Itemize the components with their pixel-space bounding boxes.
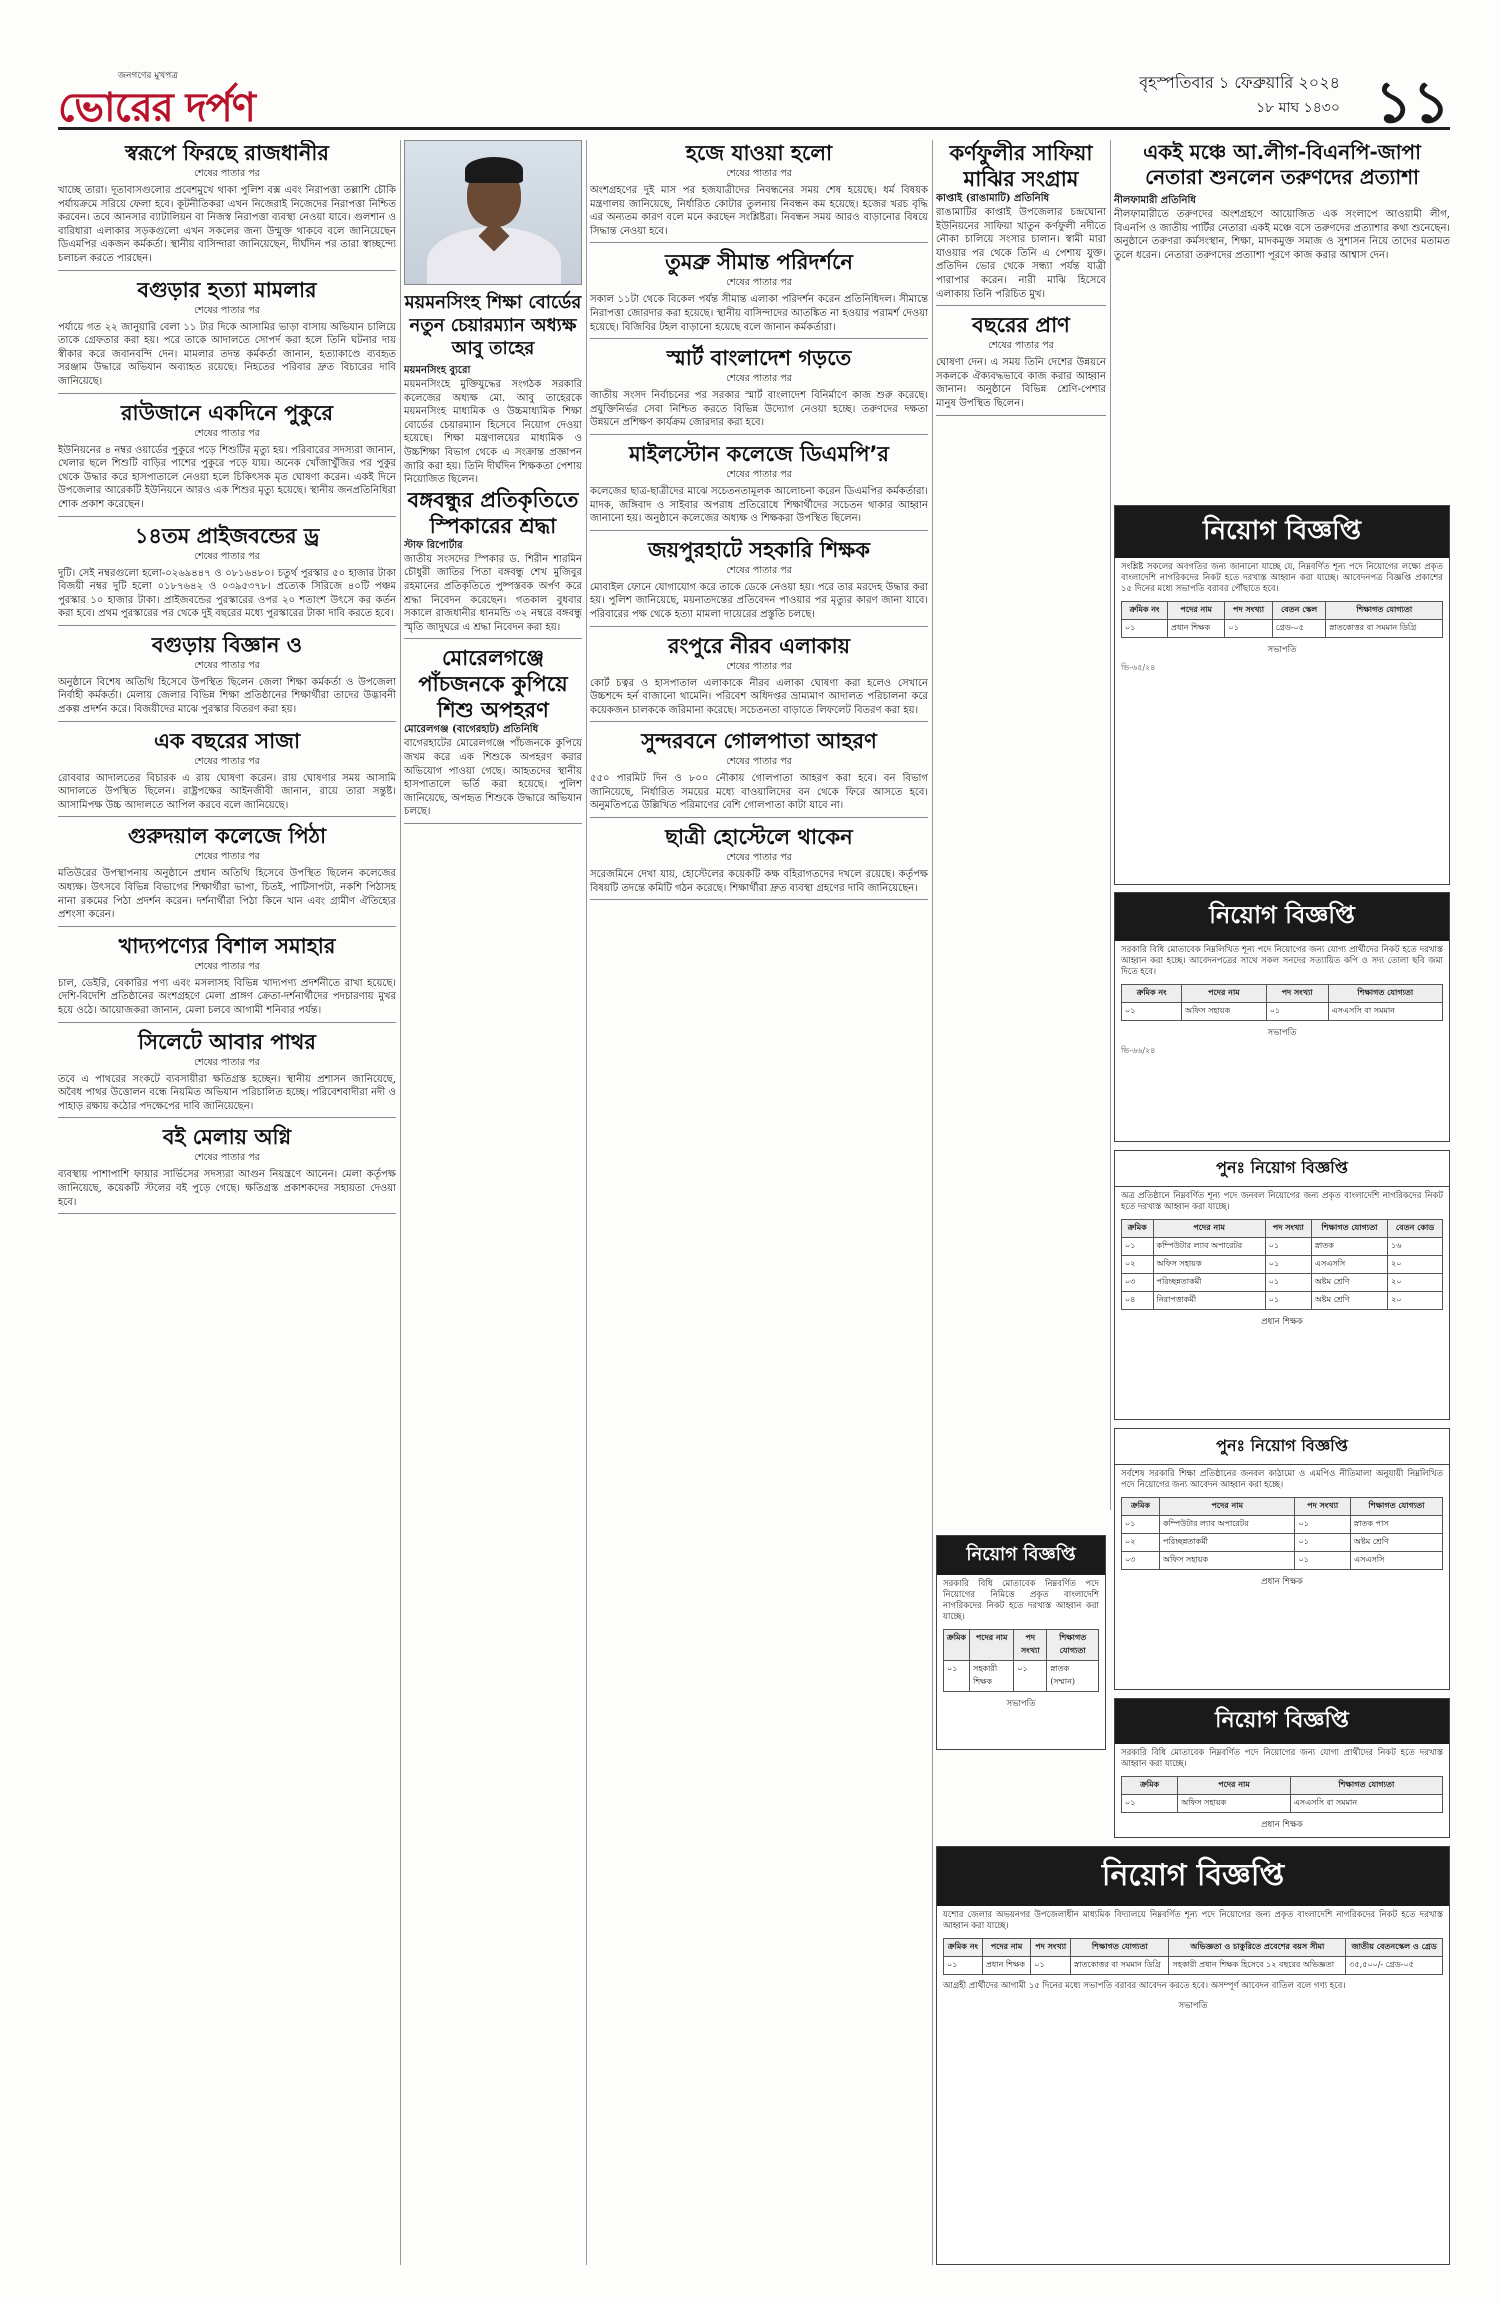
job-ad-1: [1114, 505, 1450, 885]
job-ad-7: [936, 1846, 1450, 2265]
story-body: খাচ্ছে তারা। দূতাবাসগুলোর প্রবেশমুখে থাকা পুলিশ বক্স এবং নিরাপত্তা তল্লাশি চৌকি পর্যায়ক্রমে সরিয়ে ফেলা হবে। কূটনীতিকরা এখন নিজেরাই নিজেদের নিরাপত্তা নিশ্চিত করবেন। তবে আনসার ব্যাটালিয়ন বা নিজস্ব নিরাপত্তা ব্যবস্থা নেওয়া যাবে। গুলশান ও বারিধারা এলাকার সড়কগুলো এখন সকলের জন্য উন্মুক্ত থাকবে বলে জানিয়েছেন ডিএমপির একজন কর্মকর্তা। স্থানীয় বাসিন্দারা জানিয়েছেন, দীর্ঘদিন পর তারা স্বাচ্ছন্দ্যে চলাচল করতে পারছেন।: [58, 185, 396, 264]
story-divider: [58, 393, 396, 394]
ad-body-text: সরকারি বিধি মোতাবেক নিম্নলিখিত শূন্য পদে নিয়োগের জন্য যোগ্য প্রার্থীদের নিকট হতে দরখাস্ত আহ্বান করা হচ্ছে। আবেদনপত্রের সাথে সকল সনদের সত্যায়িত কপি ও সদ্য তোলা ছবি জমা দিতে হবে।: [1121, 945, 1443, 977]
story-headline: রাউজানে একদিনে পুকুরে: [120, 400, 334, 425]
ad-table-row: [1122, 1003, 1443, 1021]
ad-table-heading: পদ সংখ্যা: [1014, 1630, 1047, 1661]
ad-table-cell: এসএসসি: [1351, 1552, 1443, 1570]
news-story: [590, 441, 928, 531]
ad-table-cell: অফিস সহায়ক: [1178, 1795, 1290, 1813]
article-headline: ময়মনসিংহ শিক্ষা বোর্ডের নতুন চেয়ারম্যান অধ্যক্ষ আবু তাহের: [404, 292, 582, 359]
column-5-lead: [1114, 140, 1450, 500]
logo-wordmark: ভোরের দর্পণ: [58, 85, 255, 131]
ad-table-cell: স্নাতক পাস: [1351, 1516, 1443, 1534]
ad-table-row: [944, 1957, 1443, 1975]
story-body: মতিউরের উপস্থাপনায় অনুষ্ঠানে প্রধান অতিথি হিসেবে উপস্থিত ছিলেন কলেজের অধ্যক্ষ। উৎসবে বিভিন্ন বিভাগের শিক্ষার্থীরা ভাপা, চিতই, পাটিসাপটা, নকশি পিঠাসহ নানা রকমের পিঠা প্রদর্শন করেন। দর্শনার্থীরা পিঠা কিনে খান এবং গ্রামীণ ঐতিহ্যের প্রশংসা করেন।: [58, 868, 396, 921]
news-story: [58, 400, 396, 517]
story-divider: [590, 817, 928, 818]
ad-table-header: [944, 1630, 1099, 1661]
ad-table-cell: ০১: [1122, 1795, 1178, 1813]
ad-table-heading: ক্রমিক: [1122, 1498, 1160, 1516]
story-divider: [404, 823, 582, 824]
ad-table-heading: শিক্ষাগত যোগ্যতা: [1071, 1939, 1169, 1957]
news-story: [58, 933, 396, 1023]
ad-table: [1121, 1497, 1443, 1570]
ad-table-heading: পদ সংখ্যা: [1266, 985, 1328, 1003]
ad-table: [1121, 1776, 1443, 1813]
continued-label: শেষের পাতার পর: [726, 468, 792, 480]
ad-table-heading: পদের নাম: [982, 1939, 1030, 1957]
news-story: [58, 823, 396, 926]
story-body: জাতীয় সংসদ নির্বাচনের পর সরকার স্মার্ট বাংলাদেশ বিনির্মাণে কাজ শুরু করেছে। প্রযুক্তিনির্ভর সেবা নিশ্চিত করতে বিভিন্ন উদ্যোগ নেওয়া হচ্ছে। তরুণদের দক্ষতা উন্নয়নে প্রশিক্ষণ কার্যক্রম জোরদার করা হবে।: [590, 390, 928, 429]
story-body: জাতীয় সংসদের স্পিকার ড. শিরীন শারমিন চৌধুরী জাতির পিতা বঙ্গবন্ধু শেখ মুজিবুর রহমানের প্রতিকৃতিতে পুষ্পস্তবক অর্পণ করে শ্রদ্ধা নিবেদন করেছেন। গতকাল বুধবার সকালে রাজধানীর ধানমন্ডি ৩২ নম্বরে বঙ্গবন্ধু স্মৃতি জাদুঘরে এ শ্রদ্ধা নিবেদন করা হয়।: [404, 553, 582, 633]
ad-table-cell: প্রধান শিক্ষক: [982, 1957, 1030, 1975]
continued-label: শেষের পাতার পর: [194, 755, 260, 767]
ad-body-text: সংশ্লিষ্ট সকলের অবগতির জন্য জানানো যাচ্ছে যে, নিম্নবর্ণিত শূন্য পদে নিয়োগের লক্ষ্যে প্রকৃত বাংলাদেশি নাগরিকদের নিকট হতে দরখাস্ত আহ্বান করা যাচ্ছে। আবেদনপত্র বিজ্ঞপ্তি প্রকাশের ১৫ দিনের মধ্যে সভাপতি বরাবর পৌঁছাতে হবে।: [1121, 562, 1443, 594]
story-divider: [58, 1213, 396, 1214]
continued-label: শেষের পাতার পর: [194, 168, 260, 179]
ad-table-cell: ০১: [1265, 1274, 1311, 1292]
continued-label: শেষের পাতার পর: [194, 659, 260, 671]
column-4: [936, 140, 1106, 1510]
ad-title: নিয়োগ বিজ্ঞপ্তি: [937, 1847, 1449, 1906]
article-byline: ময়মনসিংহ ব্যুরো: [404, 365, 471, 376]
ad-table-row: [1122, 1274, 1443, 1292]
story-divider: [590, 434, 928, 435]
masthead: [58, 62, 1450, 136]
story-body: কলেজের ছাত্র-ছাত্রীদের মাঝে সচেতনতামূলক আলোচনা করেন ডিএমপির কর্মকর্তারা। মাদক, জঙ্গিবাদ ও সাইবার অপরাধ প্রতিরোধে শিক্ষার্থীদের সচেতন থাকার আহ্বান জানানো হয়। অনুষ্ঠানে কলেজের অধ্যক্ষ ও শিক্ষকরা উপস্থিত ছিলেন।: [590, 485, 928, 525]
news-story: [58, 1124, 396, 1214]
news-story: [590, 633, 928, 723]
continued-label: শেষের পাতার পর: [726, 564, 792, 576]
news-story: [58, 523, 396, 626]
continued-label: শেষের পাতার পর: [194, 960, 260, 972]
continued-label: শেষের পাতার পর: [726, 373, 792, 385]
ad-table-heading: ক্রমিক নং: [1122, 985, 1182, 1003]
ad-table-cell: ০১: [1265, 1292, 1311, 1310]
story-divider: [590, 721, 928, 722]
story-body: রাঙামাটির কাপ্তাই উপজেলার চন্দ্রঘোনা ইউনিয়নের সাফিয়া খাতুন কর্ণফুলী নদীতে নৌকা চালিয়ে সংসার চালান। স্বামী মারা যাওয়ার পর থেকে তিনি এ পেশায় যুক্ত। প্রতিদিন ভোর থেকে সন্ধ্যা পর্যন্ত যাত্রী পারাপার করেন। নারী মাঝি হিসেবে এলাকায় তিনি পরিচিত মুখ।: [936, 207, 1106, 300]
ad-table-row: [1122, 1795, 1443, 1813]
story-headline: বঙ্গবন্ধুর প্রতিকৃতিতে স্পিকারের শ্রদ্ধা: [407, 487, 579, 538]
column-rule: [932, 140, 933, 2265]
news-story: [936, 312, 1106, 415]
ad-body-text: সরকারি বিধি মোতাবেক নিম্নবর্ণিত পদে নিয়োগের জন্য যোগ্য প্রার্থীদের নিকট হতে দরখাস্ত আহ্বান করা যাচ্ছে।: [1121, 1748, 1443, 1769]
story-divider: [590, 530, 928, 531]
story-divider: [404, 638, 582, 639]
ad-table-heading: পদ সংখ্যা: [1295, 1498, 1351, 1516]
ad-table-heading: শিক্ষাগত যোগ্যতা: [1311, 1220, 1387, 1238]
ad-signatory: সভাপতি: [1178, 2001, 1208, 2011]
ad-table-heading: ক্রমিক নং: [1122, 602, 1168, 620]
story-body: মোবাইল ফোনে যোগাযোগ করে তাকে ডেকে নেওয়া হয়। পরে তার মরদেহ উদ্ধার করা হয়। পুলিশ জানিয়েছে, ময়নাতদন্তের প্রতিবেদন পাওয়ার পর মৃত্যুর কারণ জানা যাবে। পরিবারের পক্ষ থেকে হত্যা মামলা দায়েরের প্রস্তুতি চলছে।: [590, 581, 928, 620]
ad-table-heading: অভিজ্ঞতা ও চাকুরিতে প্রবেশের বয়স সীমা: [1169, 1939, 1346, 1957]
news-story: [404, 487, 582, 640]
ad-table-header: [944, 1939, 1443, 1957]
ad-table-cell: ০১: [1014, 1661, 1047, 1692]
story-byline: কাপ্তাই (রাঙামাটি) প্রতিনিধি: [936, 193, 1050, 204]
story-headline: বগুড়ার হত্যা মামলার: [137, 277, 317, 302]
ad-table-heading: শিক্ষাগত যোগ্যতা: [1290, 1777, 1442, 1795]
ad-table-heading: শিক্ষাগত যোগ্যতা: [1328, 985, 1442, 1003]
job-ad-5: [936, 1535, 1106, 1750]
news-story: [58, 632, 396, 722]
ad-table-heading: বেতন স্কেল: [1272, 602, 1326, 620]
story-divider: [58, 625, 396, 626]
news-story: [590, 345, 928, 435]
ad-table: [1121, 984, 1443, 1021]
ad-table-cell: ০১: [1266, 1003, 1328, 1021]
ad-table-cell: ০১: [944, 1957, 983, 1975]
ad-table-cell: ০২: [1122, 1534, 1160, 1552]
ad-signatory: প্রধান শিক্ষক: [1261, 1577, 1303, 1587]
column-rule: [1110, 140, 1111, 1510]
ad-body-text: সর্বশেষ সরকারি শিক্ষা প্রতিষ্ঠানের জনবল কাঠামো ও এমপিও নীতিমালা অনুযায়ী নিম্নলিখিত পদে নিয়োগের জন্য আবেদন আহ্বান করা হচ্ছে।: [1121, 1469, 1443, 1490]
ad-table-cell: অষ্টম শ্রেণি: [1311, 1274, 1387, 1292]
story-body: চাল, ডেইরি, বেকারির পণ্য এবং মসলাসহ বিভিন্ন খাদ্যপণ্য প্রদর্শনীতে রাখা হয়েছে। দেশি-বিদেশি প্রতিষ্ঠানের অংশগ্রহণে মেলা প্রাঙ্গণ ক্রেতা-দর্শনার্থীদের পদচারণায় মুখর হয়ে ওঠে। আয়োজকরা জানান, মেলা চলবে আগামী শনিবার পর্যন্ত।: [58, 977, 396, 1016]
job-ad-4: [1114, 1428, 1450, 1690]
story-headline: মাইলস্টোন কলেজে ডিএমপি’র: [629, 441, 889, 466]
ad-table-cell: ০১: [1031, 1957, 1071, 1975]
ad-table-cell: গ্রেড-০৫: [1272, 620, 1326, 638]
ad-table-cell: ০১: [1122, 1003, 1182, 1021]
ad-table-cell: ০১: [1122, 1516, 1160, 1534]
story-headline: হজে যাওয়া হলো: [685, 141, 833, 165]
ad-table-heading: পদ সংখ্যা: [1265, 1220, 1311, 1238]
ad-table-header: [1122, 985, 1443, 1003]
ad-table-heading: শিক্ষাগত যোগ্যতা: [1351, 1498, 1443, 1516]
news-story: [58, 277, 396, 394]
ad-table-header: [1122, 1498, 1443, 1516]
continued-label: শেষের পাতার পর: [726, 852, 792, 864]
news-story: [58, 140, 396, 271]
ad-table-cell: ০৩: [1122, 1274, 1154, 1292]
story-body: ঘোষণা দেন। এ সময় তিনি দেশের উন্নয়নে সকলকে ঐক্যবদ্ধভাবে কাজ করার আহ্বান জানান। অনুষ্ঠানে বিভিন্ন শ্রেণি-পেশার মানুষ উপস্থিত ছিলেন।: [936, 357, 1106, 409]
story-divider: [590, 899, 928, 900]
lead-body: নীলফামারীতে তরুণদের অংশগ্রহণে আয়োজিত এক সংলাপে আওয়ামী লীগ, বিএনপি ও জাতীয় পার্টির নেতারা একই মঞ্চে বসে তরুণদের প্রত্যাশার কথা শুনেছেন। অনুষ্ঠানে তরুণরা কর্মসংস্থান, শিক্ষা, মাদকমুক্ত সমাজ ও সুশাসন নিয়ে তাদের মতামত তুলে ধরেন। নেতারা তরুণদের প্রত্যাশা পূরণে কাজ করার আশ্বাস দেন।: [1114, 209, 1450, 261]
story-body: রোববার আদালতের বিচারক এ রায় ঘোষণা করেন। রায় ঘোষণার সময় আসামি আদালতে উপস্থিত ছিলেন। রাষ্ট্রপক্ষের আইনজীবী জানান, রায়ে তারা সন্তুষ্ট। আসামিপক্ষ উচ্চ আদালতে আপিল করবে বলে জানিয়েছে।: [58, 772, 396, 811]
ad-body-text: যশোর জেলার অভয়নগর উপজেলাধীন মাধ্যমিক বিদ্যালয়ে নিম্নবর্ণিত শূন্য পদে নিয়োগের জন্য প্রকৃত বাংলাদেশি নাগরিকদের নিকট হতে দরখাস্ত আহ্বান করা যাচ্ছে।: [943, 1910, 1443, 1931]
story-headline: বছরের প্রাণ: [972, 313, 1070, 338]
ad-table-cell: স্নাতক (সম্মান): [1047, 1661, 1099, 1692]
ad-table-cell: ২০: [1388, 1292, 1443, 1310]
ad-signatory: সভাপতি: [1267, 645, 1297, 655]
ad-table-heading: জাতীয় বেতনস্কেল ও গ্রেড: [1346, 1939, 1443, 1957]
newspaper-logo: [58, 68, 318, 131]
continued-label: শেষের পাতার পর: [194, 851, 260, 863]
ad-title: নিয়োগ বিজ্ঞপ্তি: [937, 1536, 1105, 1575]
ad-table-heading: পদ সংখ্যা: [1031, 1939, 1071, 1957]
lead-headline: একই মঞ্চে আ.লীগ-বিএনপি-জাপা নেতারা শুনলেন তরুণদের প্রত্যাশা: [1143, 140, 1421, 189]
story-body: বাগেরহাটের মোরেলগঞ্জে পাঁচজনকে কুপিয়ে জখম করে এক শিশুকে অপহরণ করার অভিযোগ পাওয়া গেছে। আহতদের স্থানীয় হাসপাতালে ভর্তি করা হয়েছে। পুলিশ জানিয়েছে, অপহৃত শিশুকে উদ্ধারে অভিযান চলছে।: [404, 738, 582, 818]
ad-table-cell: ০১: [944, 1661, 970, 1692]
ad-table-cell: অফিস সহায়ক: [1160, 1552, 1295, 1570]
news-story: [590, 824, 928, 900]
ad-table-row: [944, 1661, 1099, 1692]
ad-footer-text: আগ্রহী প্রার্থীদের আগামী ১৫ দিনের মধ্যে সভাপতি বরাবর আবেদন করতে হবে। অসম্পূর্ণ আবেদন বাতিল বলে গণ্য হবে।: [943, 1981, 1346, 1991]
story-headline: ছাত্রী হোস্টেলে থাকেন: [665, 825, 853, 850]
story-divider: [58, 1117, 396, 1118]
ad-table-cell: ০১: [1295, 1534, 1351, 1552]
date-gregorian: বৃহস্পতিবার ১ ফেব্রুয়ারি ২০২৪: [1139, 73, 1340, 92]
ad-table-cell: সহকারী প্রধান শিক্ষক হিসেবে ১২ বছরের অভিজ্ঞতা: [1169, 1957, 1346, 1975]
job-ad-2: [1114, 892, 1450, 1142]
story-divider: [590, 338, 928, 339]
ad-table-cell: ০১: [1265, 1256, 1311, 1274]
news-story: [58, 1029, 396, 1119]
story-divider: [590, 242, 928, 243]
ad-title: পুনঃ নিয়োগ বিজ্ঞপ্তি: [1115, 1151, 1449, 1187]
ad-signatory: সভাপতি: [1267, 1028, 1297, 1038]
continued-label: শেষের পাতার পর: [726, 277, 792, 289]
story-divider: [58, 926, 396, 927]
ad-table-heading: ক্রমিক: [944, 1630, 970, 1661]
ad-table-cell: ০১: [1122, 620, 1168, 638]
ad-table-cell: নিরাপত্তাকর্মী: [1153, 1292, 1265, 1310]
ad-table-cell: সহকারী শিক্ষক: [970, 1661, 1014, 1692]
ad-table-cell: অফিস সহায়ক: [1153, 1256, 1265, 1274]
story-byline: স্টাফ রিপোর্টার: [404, 539, 463, 551]
story-body: দুটি। সেই নম্বরগুলো হলো-০২৬৯৪৪৭ ও ০৮১৬৪৮০। চতুর্থ পুরস্কার ৫০ হাজার টাকা বিজয়ী নম্বর দুটি হলো ০১৮৭৬৪২ ও ০৩৯৫৩৭৮। প্রত্যেক সিরিজে ৪০টি পঞ্চম পুরস্কার ১০ হাজার টাকা। প্রাইজবন্ডের পুরস্কারের ওপর ২০ শতাংশ উৎসে কর কর্তন করা হবে। প্রথম পুরস্কারের পর থেকে দুই বছরের মধ্যে পুরস্কারের টাকা দাবি করতে হবে।: [58, 567, 396, 620]
ad-table-cell: স্নাতক: [1311, 1238, 1387, 1256]
ad-table-heading: পদের নাম: [1182, 985, 1267, 1003]
ad-reference: ভি-৬৫/২৪: [1121, 663, 1156, 672]
column-rule: [586, 140, 587, 2265]
story-divider: [58, 816, 396, 817]
continued-label: শেষের পাতার পর: [726, 756, 792, 768]
ad-table-cell: ০১: [1295, 1552, 1351, 1570]
story-body: পর্যায়ে গত ২২ জানুয়ারি বেলা ১১ টার দিকে আসামির ভাড়া বাসায় অভিযান চালিয়ে তাকে গ্রেফতার করা হয়। পরে তাকে আদালতে সোপর্দ করা হলে তিনি ঘটনার দায় স্বীকার করে জবানবন্দি দেন। মামলার তদন্ত কর্মকর্তা জানান, হত্যাকাণ্ডে ব্যবহৃত সরঞ্জাম উদ্ধারে অভিযান অব্যাহত রয়েছে। নিহতের পরিবার দ্রুত বিচারের দাবি জানিয়েছে।: [58, 321, 396, 387]
ad-table-header: [1122, 1777, 1443, 1795]
logo-tagline: জনগণের মুখপত্র: [118, 71, 178, 81]
ad-table-cell: ০২: [1122, 1256, 1154, 1274]
ad-table-cell: কম্পিউটার ল্যাব অপারেটর: [1153, 1238, 1265, 1256]
ad-signatory: প্রধান শিক্ষক: [1261, 1317, 1303, 1327]
news-story: [58, 728, 396, 818]
ad-table: [1121, 601, 1443, 638]
job-ad-6: [1114, 1698, 1450, 1838]
continued-label: শেষের পাতার পর: [726, 168, 792, 179]
story-headline: খাদ্যপণ্যের বিশাল সমাহার: [118, 933, 336, 958]
continued-label: শেষের পাতার পর: [194, 1056, 260, 1068]
story-headline: কর্ণফুলীর সাফিয়া মাঝির সংগ্রাম: [949, 141, 1093, 191]
story-body: অংশগ্রহণের দুই মাস পর হজযাত্রীদের নিবন্ধনের সময় শেষ হয়েছে। ধর্ম বিষয়ক মন্ত্রণালয় জানিয়েছে, নির্ধারিত কোটার তুলনায় নিবন্ধন কম হয়েছে। হজের খরচ বৃদ্ধি এর অন্যতম কারণ বলে মনে করছেন সংশ্লিষ্টরা। নিবন্ধন সময় আরও বাড়ানোর বিষয়ে সিদ্ধান্ত নেওয়া হবে।: [590, 185, 928, 237]
story-divider: [58, 516, 396, 517]
ad-table-row: [1122, 1256, 1443, 1274]
ad-table-heading: ক্রমিক: [1122, 1777, 1178, 1795]
story-divider: [936, 305, 1106, 306]
ad-table-cell: এসএসসি বা সমমান: [1290, 1795, 1442, 1813]
story-headline: ১৪তম প্রাইজবন্ডের ড্র: [134, 523, 320, 548]
page-number: ১১: [1374, 68, 1450, 136]
ad-table-heading: শিক্ষাগত যোগ্যতা: [1326, 602, 1443, 620]
ad-table-heading: শিক্ষাগত যোগ্যতা: [1047, 1630, 1099, 1661]
portrait-photo: [404, 140, 582, 285]
ad-title: নিয়োগ বিজ্ঞপ্তি: [1115, 893, 1449, 941]
story-body: সকাল ১১টা থেকে বিকেল পর্যন্ত সীমান্ত এলাকা পরিদর্শন করেন প্রতিনিধিদল। সীমান্তে নিরাপত্তা জোরদার করা হয়েছে। স্থানীয় বাসিন্দাদের আতঙ্কিত না হওয়ার পরামর্শ দেওয়া হয়েছে। বিজিবির টহল বাড়ানো হয়েছে বলে জানান কর্মকর্তারা।: [590, 294, 928, 333]
story-body: অনুষ্ঠানে বিশেষ অতিথি হিসেবে উপস্থিত ছিলেন জেলা শিক্ষা কর্মকর্তা ও উপজেলা নির্বাহী কর্মকর্তা। মেলায় জেলার বিভিন্ন শিক্ষা প্রতিষ্ঠানের শিক্ষার্থীরা তাদের উদ্ভাবনী প্রকল্প প্রদর্শন করে। বিজয়ীদের মাঝে পুরস্কার বিতরণ করা হয়।: [58, 676, 396, 716]
ad-table-cell: এসএসসি বা সমমান: [1328, 1003, 1442, 1021]
ad-table-cell: এসএসসি: [1311, 1256, 1387, 1274]
ad-table-cell: ০১: [1265, 1238, 1311, 1256]
ad-table-heading: পদের নাম: [1153, 1220, 1265, 1238]
story-headline: স্বরূপে ফিরছে রাজধানীর: [125, 141, 329, 165]
story-body: কোর্ট চত্বর ও হাসপাতাল এলাকাকে নীরব এলাকা ঘোষণা করা হলেও সেখানে উচ্চশব্দে হর্ন বাজানো থামেনি। পরিবেশ অধিদপ্তর ভ্রাম্যমাণ আদালত পরিচালনা করে কয়েকজন চালককে জরিমানা করেছে। সচেতনতা বাড়াতে লিফলেট বিতরণ করা হয়।: [590, 677, 928, 716]
ad-table-cell: ০৪: [1122, 1292, 1154, 1310]
ad-table-row: [1122, 1534, 1443, 1552]
lead-byline: নীলফামারী প্রতিনিধি: [1114, 195, 1196, 206]
ad-table-row: [1122, 1552, 1443, 1570]
ad-table-row: [1122, 1292, 1443, 1310]
ad-table-row: [1122, 620, 1443, 638]
article-body: ময়মনসিংহে মুক্তিযুদ্ধের সংগঠক সরকারি কলেজের অধ্যক্ষ মো. আবু তাহেরকে ময়মনসিংহ মাধ্যমিক ও উচ্চমাধ্যমিক শিক্ষা বোর্ডের চেয়ারম্যান হিসেবে নিয়োগ দেওয়া হয়েছে। শিক্ষা মন্ত্রণালয়ের মাধ্যমিক ও উচ্চশিক্ষা বিভাগ থেকে এ সংক্রান্ত প্রজ্ঞাপন জারি করা হয়। তিনি দীর্ঘদিন শিক্ষকতা পেশায় নিয়োজিত ছিলেন।: [404, 379, 582, 486]
story-headline: স্মার্ট বাংলাদেশ গড়তে: [666, 346, 852, 371]
ad-signatory: প্রধান শিক্ষক: [1261, 1820, 1303, 1830]
ad-table-cell: ০৩: [1122, 1552, 1160, 1570]
story-body: ইউনিয়নের ৪ নম্বর ওয়ার্ডের পুকুরে পড়ে শিশুটির মৃত্যু হয়। পরিবারের সদস্যরা জানান, খেলার ছলে শিশুটি বাড়ির পাশের পুকুরে পড়ে যায়। অনেক খোঁজাখুঁজির পর পুকুর থেকে উদ্ধার করে হাসপাতালে নেওয়া হলে চিকিৎসক মৃত ঘোষণা করেন। একই দিনে উপজেলার আরেকটি ইউনিয়নে আরও এক শিশুর মৃত্যু হয়েছে। স্থানীয় জনপ্রতিনিধিরা শোক প্রকাশ করেছেন।: [58, 444, 396, 510]
news-story: [590, 140, 928, 243]
ad-table-cell: স্নাতকোত্তর বা সমমান ডিগ্রি: [1326, 620, 1443, 638]
continued-label: শেষের পাতার পর: [726, 660, 792, 672]
news-story: [404, 645, 582, 824]
news-story: [590, 249, 928, 339]
story-headline: গুরুদয়াল কলেজে পিঠা: [127, 824, 327, 849]
news-story: [590, 728, 928, 818]
column-1: [58, 140, 396, 2265]
ad-table-cell: ০১: [1225, 620, 1272, 638]
ad-table-heading: পদের নাম: [970, 1630, 1014, 1661]
ad-table-cell: অফিস সহায়ক: [1182, 1003, 1267, 1021]
ad-table-heading: ক্রমিক: [1122, 1220, 1154, 1238]
ad-table: [943, 1938, 1443, 1975]
story-headline: তুমব্রু সীমান্ত পরিদর্শনে: [665, 250, 853, 275]
job-ad-3: [1114, 1150, 1450, 1420]
date-bengali: ১৮ মাঘ ১৪৩০: [1256, 100, 1340, 116]
ad-table-cell: পরিচ্ছন্নতাকর্মী: [1153, 1274, 1265, 1292]
news-story: [936, 140, 1106, 306]
ad-table-cell: ১৬: [1388, 1238, 1443, 1256]
story-headline: সিলেটে আবার পাথর: [138, 1029, 316, 1054]
ad-table-cell: ০১: [1122, 1238, 1154, 1256]
ad-title: নিয়োগ বিজ্ঞপ্তি: [1115, 506, 1449, 558]
column-3: [590, 140, 928, 2265]
ad-table-row: [1122, 1516, 1443, 1534]
ad-table-heading: পদের নাম: [1160, 1498, 1295, 1516]
ad-table-cell: প্রধান শিক্ষক: [1168, 620, 1225, 638]
continued-label: শেষের পাতার পর: [194, 304, 260, 316]
ad-table-heading: পদের নাম: [1168, 602, 1225, 620]
ad-table-row: [1122, 1238, 1443, 1256]
ad-table-cell: ৩৫,৫০০/- গ্রেড-০৫: [1346, 1957, 1443, 1975]
news-story: [590, 537, 928, 627]
ad-title: নিয়োগ বিজ্ঞপ্তি: [1115, 1699, 1449, 1744]
ad-table-cell: ২০: [1388, 1274, 1443, 1292]
ad-table-cell: স্নাতকোত্তর বা সমমান ডিগ্রি: [1071, 1957, 1169, 1975]
continued-label: শেষের পাতার পর: [988, 340, 1054, 352]
continued-label: শেষের পাতার পর: [194, 550, 260, 562]
ad-table-header: [1122, 1220, 1443, 1238]
story-divider: [58, 721, 396, 722]
ad-title: পুনঃ নিয়োগ বিজ্ঞপ্তি: [1115, 1429, 1449, 1465]
ad-body-text: সরকারি বিধি মোতাবেক নিম্নবর্ণিত পদে নিয়োগের নিমিত্তে প্রকৃত বাংলাদেশি নাগরিকদের নিকট হতে দরখাস্ত আহ্বান করা যাচ্ছে।: [943, 1579, 1099, 1622]
ad-table-heading: পদের নাম: [1178, 1777, 1290, 1795]
ad-table-cell: অষ্টম শ্রেণি: [1351, 1534, 1443, 1552]
story-headline: সুন্দরবনে গোলপাতা আহরণ: [641, 729, 877, 754]
ad-table: [943, 1629, 1099, 1692]
ad-table-heading: ক্রমিক নং: [944, 1939, 983, 1957]
continued-label: শেষের পাতার পর: [194, 427, 260, 439]
story-divider: [58, 1022, 396, 1023]
story-headline: এক বছরের সাজা: [153, 728, 301, 753]
ad-reference: ভি-৬৬/২৪: [1121, 1046, 1156, 1055]
story-body: ৫৫০ পারমিট দিন ও ৮০০ নৌকায় গোলপাতা আহরণ করা হবে। বন বিভাগ জানিয়েছে, নির্ধারিত সময়ের মধ্যে বাওয়ালিদের বন থেকে ফিরে আসতে হবে। অনুমতিপত্রে উল্লিখিত পরিমাণের বেশি গোলপাতা কাটা যাবে না।: [590, 773, 928, 812]
story-divider: [936, 415, 1106, 416]
ad-table-cell: পরিচ্ছন্নতাকর্মী: [1160, 1534, 1295, 1552]
ad-body-text: অত্র প্রতিষ্ঠানে নিম্নবর্ণিত শূন্য পদে জনবল নিয়োগের জন্য প্রকৃত বাংলাদেশি নাগরিকদের নিকট হতে দরখাস্ত আহ্বান করা যাচ্ছে।: [1121, 1191, 1443, 1212]
ad-table-header: [1122, 602, 1443, 620]
story-headline: বই মেলায় অগ্নি: [162, 1125, 292, 1150]
ad-table-cell: ০১: [1295, 1516, 1351, 1534]
ad-table-heading: বেতন কোড: [1388, 1220, 1443, 1238]
story-headline: মোরেলগঞ্জে পাঁচজনকে কুপিয়ে শিশু অপহরণ: [418, 646, 568, 723]
story-divider: [58, 270, 396, 271]
story-divider: [590, 626, 928, 627]
story-byline: মোরেলগঞ্জ (বাগেরহাট) প্রতিনিধি: [404, 724, 539, 736]
story-headline: বগুড়ায় বিজ্ঞান ও: [151, 632, 303, 657]
column-2: [404, 140, 582, 2265]
ad-table: [1121, 1219, 1443, 1310]
story-body: সরেজমিনে দেখা যায়, হোস্টেলের কয়েকটি কক্ষ বহিরাগতদের দখলে রয়েছে। কর্তৃপক্ষ বিষয়টি তদন্তে কমিটি গঠন করেছে। শিক্ষার্থীরা দ্রুত ব্যবস্থা গ্রহণের দাবি জানিয়েছেন।: [590, 869, 928, 894]
ad-signatory: সভাপতি: [1006, 1699, 1036, 1709]
column-rule: [400, 140, 401, 2265]
continued-label: শেষের পাতার পর: [194, 1152, 260, 1164]
story-body: তবে এ পাথরের সংকটে ব্যবসায়ীরা ক্ষতিগ্রস্ত হচ্ছেন। স্থানীয় প্রশাসন জানিয়েছে, অবৈধ পাথর উত্তোলন বন্ধে নিয়মিত অভিযান পরিচালিত হচ্ছে। পরিবেশবাদীরা নদী ও পাহাড় রক্ষায় কঠোর পদক্ষেপের দাবি জানিয়েছেন।: [58, 1073, 396, 1112]
ad-table-cell: ২০: [1388, 1256, 1443, 1274]
ad-table-cell: কম্পিউটার ল্যাব অপারেটর: [1160, 1516, 1295, 1534]
story-headline: জয়পুরহাটে সহকারি শিক্ষক: [648, 537, 870, 562]
ad-table-cell: অষ্টম শ্রেণি: [1311, 1292, 1387, 1310]
story-headline: রংপুরে নীরব এলাকায়: [667, 633, 851, 658]
ad-table-heading: পদ সংখ্যা: [1225, 602, 1272, 620]
story-body: ব্যবস্থায় পাশাপাশি ফায়ার সার্ভিসের সদস্যরা আগুন নিয়ন্ত্রণে আনেন। মেলা কর্তৃপক্ষ জানিয়েছে, কয়েকটি স্টলের বই পুড়ে গেছে। ক্ষতিগ্রস্ত প্রকাশকদের সহায়তা দেওয়া হবে।: [58, 1169, 396, 1208]
